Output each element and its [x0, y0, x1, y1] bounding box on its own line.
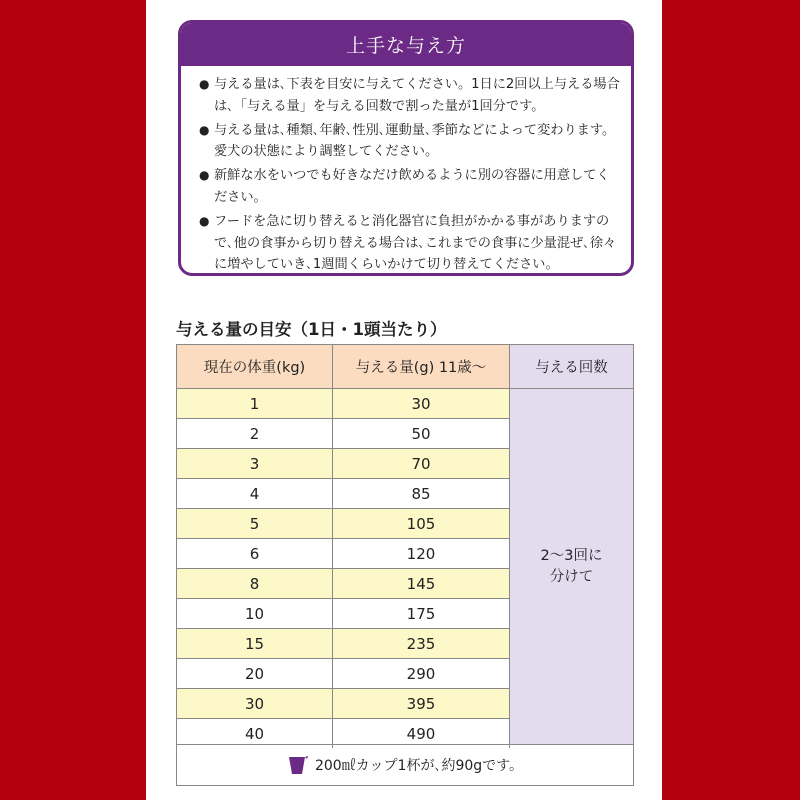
- amount-cell: 290: [333, 659, 510, 688]
- weight-cell: 10: [177, 599, 333, 628]
- table-row: [177, 688, 510, 718]
- frequency-cell: [510, 388, 633, 744]
- weight-cell: 8: [177, 569, 333, 598]
- table-row: [177, 568, 510, 598]
- feeding-tips-list: [181, 66, 631, 276]
- measuring-cup-icon: [287, 755, 309, 775]
- table-row: [177, 598, 510, 628]
- weight-cell: 20: [177, 659, 333, 688]
- weight-cell: 40: [177, 719, 333, 748]
- weight-cell: 30: [177, 689, 333, 718]
- table-row: [177, 478, 510, 508]
- table-row: [177, 628, 510, 658]
- amount-cell: 120: [333, 539, 510, 568]
- amount-cell: 85: [333, 479, 510, 508]
- instruction-panel: [146, 0, 662, 800]
- tip-item: ● 新鮮な水をいつでも好きなだけ飲めるように別の容器に用意してください。: [201, 165, 621, 209]
- weight-cell: 2: [177, 419, 333, 448]
- weight-cell: 15: [177, 629, 333, 658]
- amount-cell: 145: [333, 569, 510, 598]
- tip-item: ● フードを急に切り替えると消化器官に負担がかかる事がありますので､他の食事から切り替える場合は､これまでの食事に少量混ぜ､徐々に増やしていき､1週間くらいかけて切り替えてください。: [201, 211, 621, 276]
- feeding-tips-title: 上手な与え方: [181, 23, 631, 66]
- table-row: [177, 418, 510, 448]
- feeding-tips-box: [178, 20, 634, 276]
- amount-cell: 70: [333, 449, 510, 478]
- weight-cell: 3: [177, 449, 333, 478]
- amount-cell: 235: [333, 629, 510, 658]
- header-amount: 与える量(g) 11歳～: [333, 345, 510, 388]
- tip-item: ● 与える量は､下表を目安に与えてください。1日に2回以上与える場合は､「与える量」を与える回数で割った量が1回分です。: [201, 74, 621, 118]
- header-frequency: 与える回数: [510, 345, 633, 388]
- amount-cell: 395: [333, 689, 510, 718]
- table-row: [177, 448, 510, 478]
- header-weight: 現在の体重(kg): [177, 345, 333, 388]
- weight-cell: 6: [177, 539, 333, 568]
- weight-cell: 1: [177, 389, 333, 418]
- amount-cell: 30: [333, 389, 510, 418]
- footnote-text: 200㎖カップ1杯が､約90gです。: [314, 758, 524, 774]
- amount-cell: 175: [333, 599, 510, 628]
- table-title: 与える量の目安（1日・1頭当たり）: [176, 320, 447, 339]
- frequency-line: 分けて: [549, 568, 594, 585]
- tip-item: ● 与える量は､種類､年齢､性別､運動量､季節などによって変わります。愛犬の状態により調整してください。: [201, 120, 621, 164]
- table-footnote: [177, 744, 633, 785]
- table-body: [177, 388, 510, 748]
- table-row: [177, 388, 510, 418]
- amount-cell: 105: [333, 509, 510, 538]
- table-row: [177, 538, 510, 568]
- table-row: [177, 508, 510, 538]
- feeding-table: [176, 344, 634, 786]
- amount-cell: 50: [333, 419, 510, 448]
- weight-cell: 5: [177, 509, 333, 538]
- amount-cell: 490: [333, 719, 510, 748]
- table-row: [177, 658, 510, 688]
- frequency-line: 2～3回に: [540, 547, 603, 564]
- weight-cell: 4: [177, 479, 333, 508]
